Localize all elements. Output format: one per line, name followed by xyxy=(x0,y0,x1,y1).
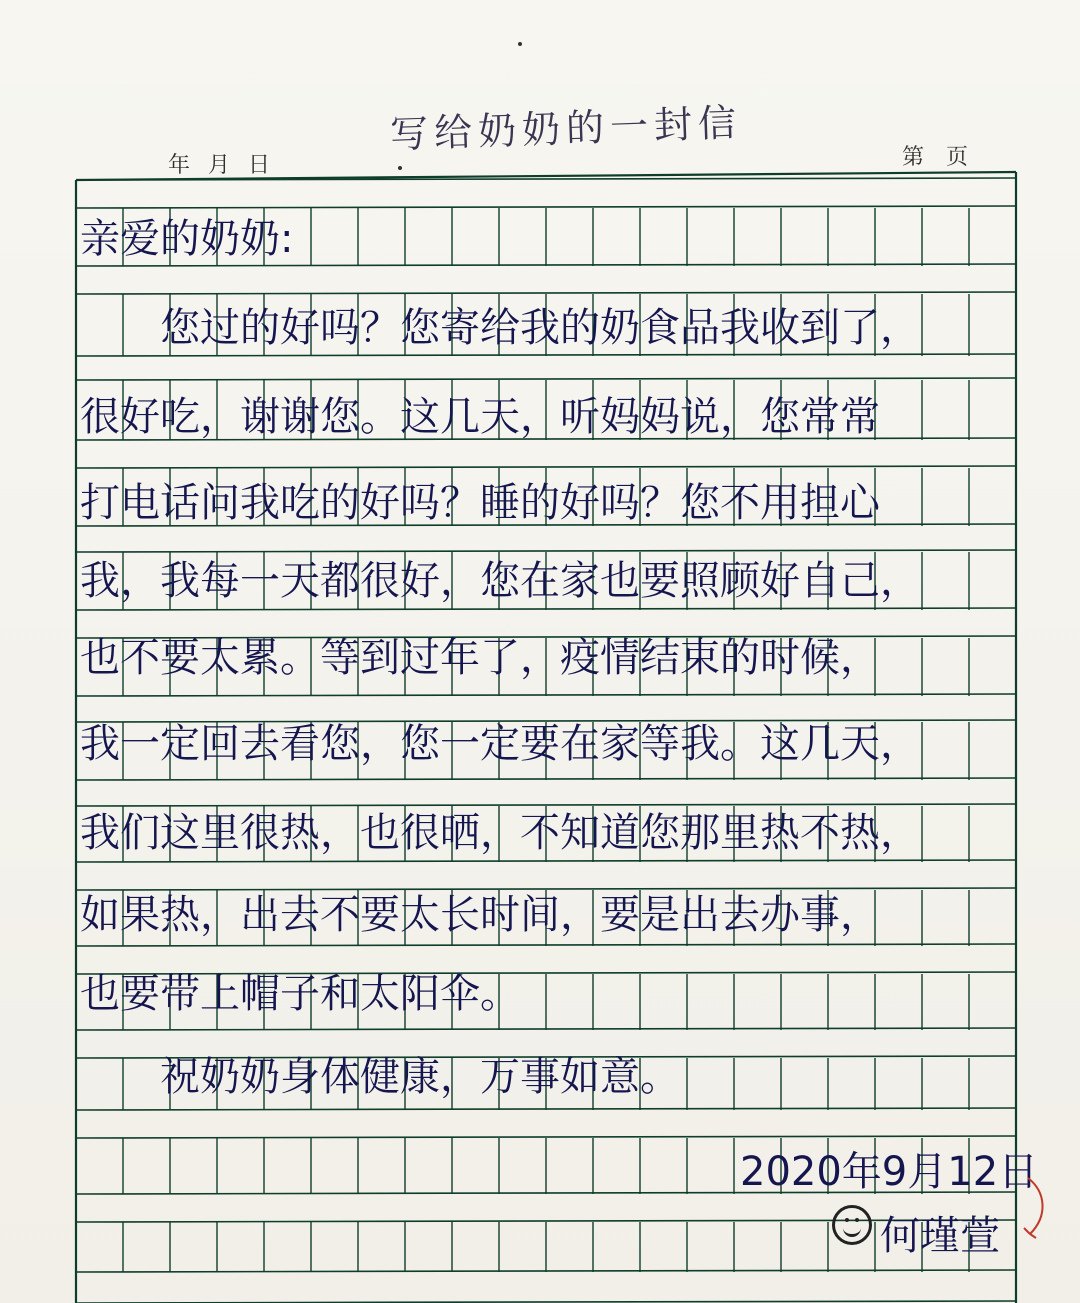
date-label: 年月日 xyxy=(168,153,289,178)
letter-line: 也要带上帽子和太阳伞。 xyxy=(80,971,520,1017)
letter-line: 很好吃，谢谢您。这几天，听妈妈说，您常常 xyxy=(80,394,880,440)
letter-line: 我，我每一天都很好，您在家也要照顾好自己， xyxy=(80,558,920,604)
grid-line xyxy=(76,466,1016,468)
grid-line xyxy=(76,1136,1016,1138)
letter-line: 打电话问我吃的好吗？睡的好吗？您不用担心 xyxy=(80,480,880,526)
grid-line xyxy=(76,206,1016,208)
letter-title: 写给奶奶的一封信 xyxy=(389,100,743,157)
letter-line: 您过的好吗？您寄给我的奶食品我收到了， xyxy=(80,305,920,351)
letter-line: 如果热，出去不要太长时间，要是出去办事， xyxy=(80,892,880,938)
grid-line xyxy=(76,378,1016,380)
grid-line xyxy=(76,1220,1016,1222)
greeting-line: 亲爱的奶奶: xyxy=(80,216,294,262)
page-label: 第页 xyxy=(902,145,991,170)
letter-line: 我们这里很热，也很晒，不知道您那里热不热， xyxy=(80,810,920,856)
signature: 何瑾萱 xyxy=(880,1213,1000,1259)
grid-line xyxy=(76,550,1016,552)
correction-mark-icon xyxy=(1016,1172,1056,1252)
letter-date: 2020年9月12日 xyxy=(740,1149,1039,1195)
letter-line: 我一定回去看您，您一定要在家等我。这几天， xyxy=(80,721,920,767)
letter-line: 也不要太累。等到过年了，疫情结束的时候， xyxy=(80,635,880,681)
smiley-icon xyxy=(832,1205,872,1245)
grid-line xyxy=(76,292,1016,294)
letter-line: 祝奶奶身体健康，万事如意。 xyxy=(80,1054,680,1100)
grid-line xyxy=(76,804,1016,806)
